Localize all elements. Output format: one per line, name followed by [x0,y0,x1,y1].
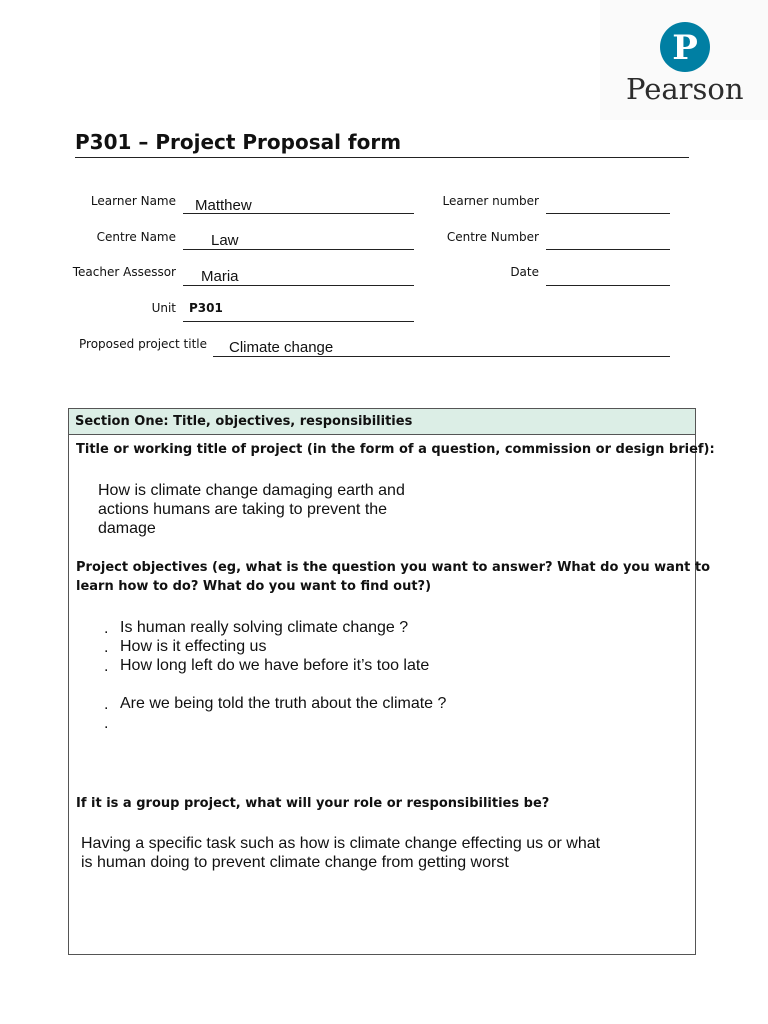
learner-name-field[interactable] [183,213,414,214]
learner-name-value: Matthew [195,197,252,214]
bullet-icon: . [104,715,109,732]
learner-number-field[interactable] [546,213,670,214]
bullet-icon: . [104,658,109,675]
question-objectives-line: Project objectives (eg, what is the question you want to answer? What do you want to [76,560,711,575]
date-label: Date [510,265,539,279]
answer-title-line: actions humans are taking to prevent the [98,501,388,518]
answer-title[interactable] [98,481,405,538]
centre-number-field[interactable] [546,249,670,250]
title-divider [75,157,689,158]
bullet-icon: . [104,696,109,713]
project-title-field[interactable] [213,356,670,357]
objective-item [104,694,447,714]
learner-name-label: Learner Name [90,194,176,208]
centre-name-label: Centre Name [96,230,176,244]
bullet-icon: . [104,620,109,637]
page-title: P301 – Project Proposal form [75,130,402,154]
teacher-assessor-label: Teacher Assessor [72,265,176,279]
question-title: Title or working title of project (in the form of a question, commission or design brief): [76,442,715,457]
unit-value: P301 [189,301,223,315]
unit-field[interactable] [183,321,414,322]
question-objectives-line: learn how to do? What do you want to find out?) [76,579,432,594]
pearson-wordmark: Pearson [626,72,744,106]
question-role: If it is a group project, what will your role or responsibilities be? [76,796,550,811]
project-title-label: Proposed project title [79,337,207,351]
answer-role-line: Having a specific task such as how is climate change effecting us or what [81,835,601,852]
logo-mark: P [672,28,698,68]
unit-label: Unit [151,301,176,315]
project-title-value: Climate change [229,339,334,356]
objective-text: How long left do we have before it’s too late [120,657,430,674]
answer-role[interactable] [81,834,600,872]
teacher-assessor-field[interactable] [183,285,414,286]
centre-name-value: Law [211,232,239,249]
answer-title-line: damage [98,520,156,537]
centre-number-label: Centre Number [446,230,539,244]
learner-number-label: Learner number [442,194,539,208]
objective-item [104,656,430,676]
teacher-assessor-value: Maria [201,268,239,285]
date-field[interactable] [546,285,670,286]
objective-item [104,618,409,638]
section-one-header [69,409,695,435]
answer-role-line: is human doing to prevent climate change from getting worst [81,854,509,871]
answer-title-line: How is climate change damaging earth and [98,482,405,499]
objective-text: Is human really solving climate change ? [120,619,409,636]
objective-text: How is it effecting us [120,638,267,655]
objective-text: Are we being told the truth about the climate ? [120,695,447,712]
objective-item [104,637,267,657]
question-objectives [76,558,710,596]
centre-name-field[interactable] [183,249,414,250]
pearson-logo-icon [660,22,710,72]
objective-item [104,713,108,733]
bullet-icon: . [104,639,109,656]
section-one-heading: Section One: Title, objectives, responsibilities [75,414,413,429]
